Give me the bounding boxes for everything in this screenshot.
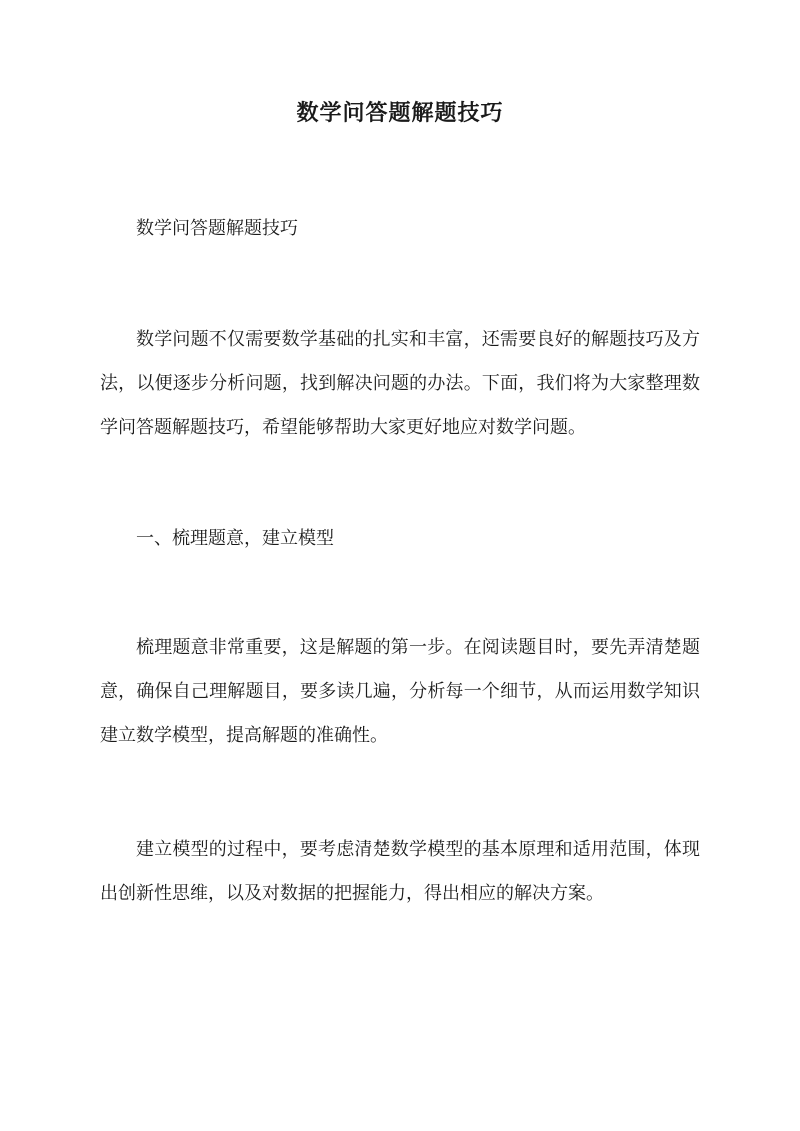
- intro-paragraph: 数学问题不仅需要数学基础的扎实和丰富，还需要良好的解题技巧及方法，以便逐步分析问题，找到解决问题的办法。下面，我们将为大家整理数学问答题解题技巧，希望能够帮助大家更好地应对数学问题。: [100, 329, 700, 438]
- document-title: 数学问答题解题技巧: [296, 100, 504, 126]
- section-heading: 一、梳理题意，建立模型: [136, 528, 334, 549]
- body-paragraph: 建立模型的过程中，要考虑清楚数学模型的基本原理和适用范围，体现出创新性思维，以及对数据的把握能力，得出相应的解决方案。: [100, 839, 700, 904]
- body-paragraph: 梳理题意非常重要，这是解题的第一步。在阅读题目时，要先弄清楚题意，确保自己理解题目，要多读几遍，分析每一个细节，从而运用数学知识建立数学模型，提高解题的准确性。: [100, 637, 700, 746]
- document-subtitle: 数学问答题解题技巧: [136, 218, 298, 239]
